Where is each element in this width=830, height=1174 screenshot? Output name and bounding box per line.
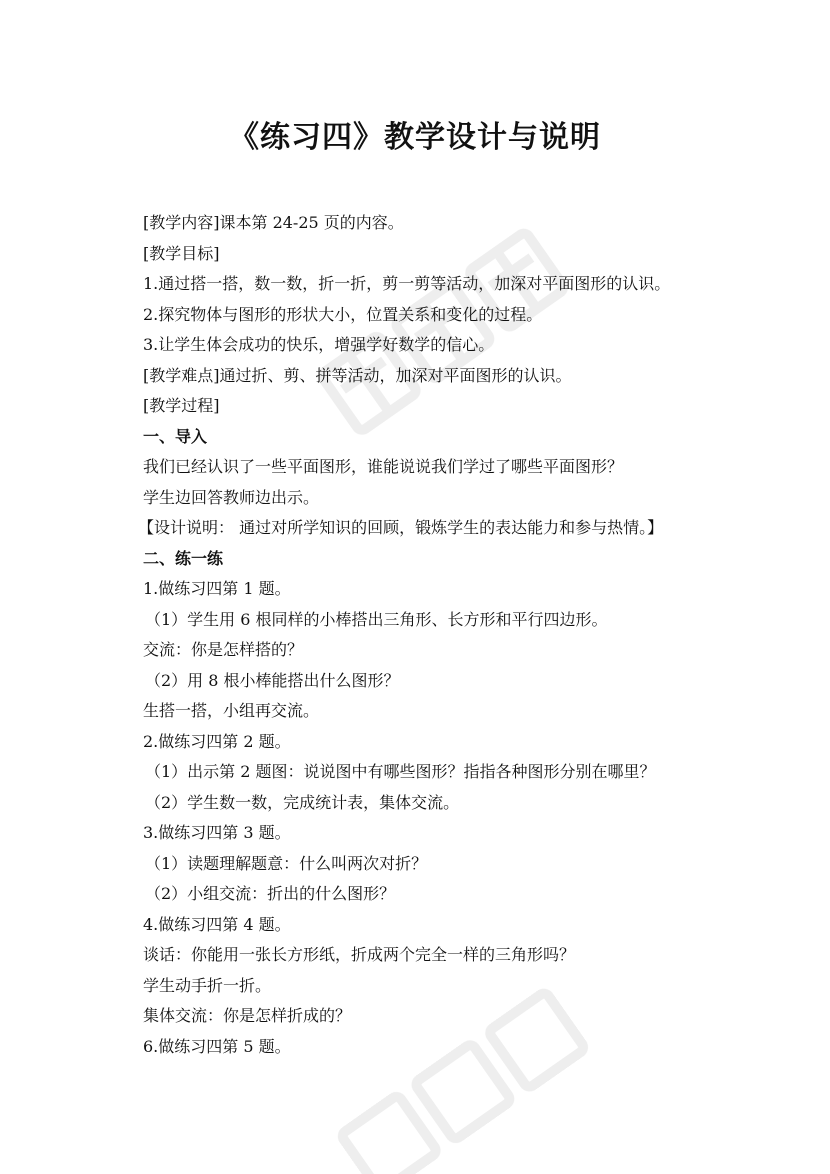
paragraph: 集体交流：你是怎样折成的？	[143, 1006, 352, 1025]
exercise-step: （1）读题理解题意：什么叫两次对折？	[145, 853, 428, 873]
exercise-step: （2）小组交流：折出的什么图形？	[145, 884, 396, 903]
paragraph: 我们已经认识了一些平面图形，谁能说说我们学过了哪些平面图形？	[143, 457, 624, 476]
goal-item: 3.让学生体会成功的快乐，增强学好数学的信心。	[143, 335, 495, 354]
teaching-goals-label: [教学目标]	[143, 243, 220, 263]
exercise-step: （1）出示第 2 题图：说说图中有哪些图形？指指各种图形分别在哪里？	[145, 762, 656, 781]
teaching-difficulty-line: [教学难点]通过折、剪、拼等活动，加深对平面图形的认识。	[143, 365, 572, 385]
exercise-heading: 4.做练习四第 4 题。	[143, 914, 291, 934]
paragraph: 谈话：你能用一张长方形纸，折成两个完全一样的三角形吗？	[143, 945, 576, 964]
teaching-content-line: [教学内容]课本第 24-25 页的内容。	[143, 213, 404, 232]
paragraph: 学生动手折一折。	[143, 975, 272, 995]
section-heading: 一、导入	[143, 426, 208, 446]
goal-item: 2.探究物体与图形的形状大小，位置关系和变化的过程。	[143, 304, 543, 324]
exercise-heading: 1.做练习四第 1 题。	[143, 579, 291, 598]
document-body	[138, 208, 703, 1062]
section-heading: 二、练一练	[143, 548, 224, 568]
exercise-heading: 2.做练习四第 2 题。	[143, 731, 291, 751]
paragraph: 生搭一搭，小组再交流。	[143, 701, 320, 720]
paragraph: 学生边回答教师边出示。	[143, 487, 320, 507]
goal-item: 1.通过搭一搭，数一数，折一折，剪一剪等活动，加深对平面图形的认识。	[143, 274, 671, 293]
exercise-step: （2）用 8 根小棒能搭出什么图形？	[145, 670, 400, 690]
exercise-heading: 3.做练习四第 3 题。	[143, 823, 291, 842]
teaching-process-label: [教学过程]	[143, 396, 220, 415]
exercise-step: （2）学生数一数，完成统计表，集体交流。	[145, 792, 460, 812]
paragraph: 交流：你是怎样搭的？	[143, 640, 304, 659]
design-note: 【设计说明： 通过对所学知识的回顾，锻炼学生的表达能力和参与热情。】	[138, 518, 664, 537]
exercise-heading: 6.做练习四第 5 题。	[143, 1036, 291, 1056]
exercise-step: （1）学生用 6 根同样的小棒搭出三角形、长方形和平行四边形。	[145, 609, 608, 629]
page-title: 《练习四》教学设计与说明	[229, 120, 601, 155]
